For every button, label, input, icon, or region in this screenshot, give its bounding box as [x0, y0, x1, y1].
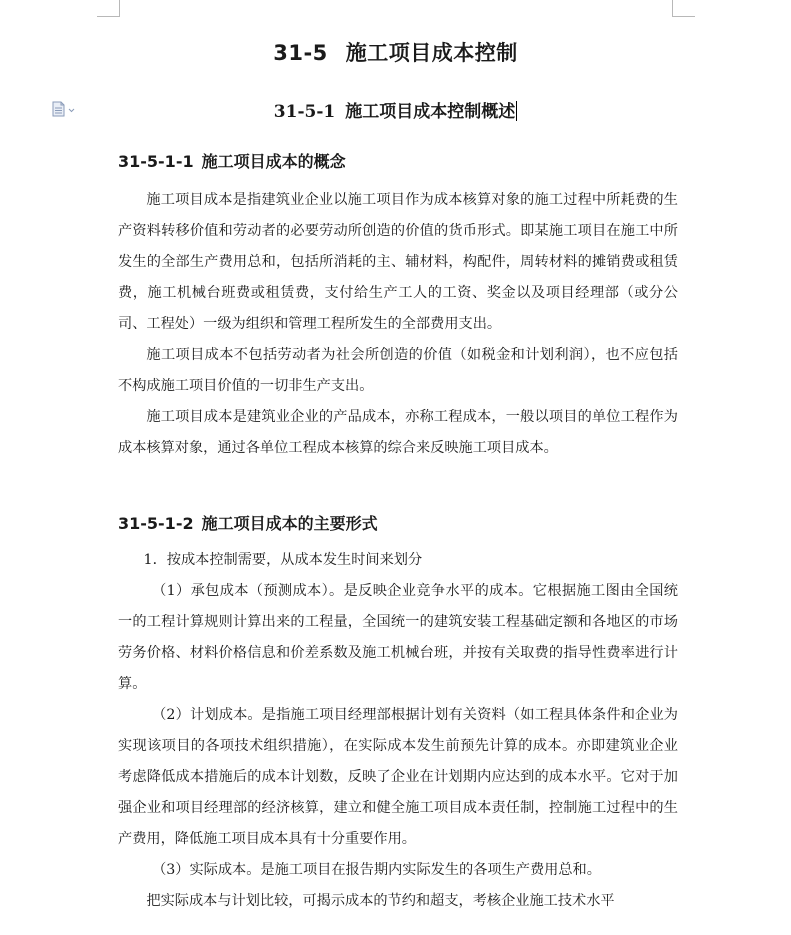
- section-body-forms: [118, 545, 678, 917]
- section-subtitle: [0, 97, 791, 122]
- list-subitem: （2）计划成本。是指施工项目经理部根据计划有关资料（如工程具体条件和企业为实现该项目的各项技术组织措施），在实际成本发生前预先计算的成本。亦即建筑业企业考虑降低成本措施后的成本计划数，反映了企业在计划期内应达到的成本水平。它对于加强企业和项目经理部的经济核算，建立和健全施工项目成本责任制，控制施工过程中的生产费用，降低施工项目成本具有十分重要作用。: [118, 707, 678, 847]
- section-heading-text: 施工项目成本的主要形式: [201, 514, 378, 533]
- paragraph: 施工项目成本是指建筑业企业以施工项目作为成本核算对象的施工过程中所耗费的生产资料转移价值和劳动者的必要劳动所创造的价值的货币形式。即某施工项目在施工中所发生的全部生产费用总和，包括所消耗的主、辅材料，构配件，周转材料的摊销费或租赁费，施工机械台班费或租赁费，支付给生产工人的工资、奖金以及项目经理部（或分公司、工程处）一级为组织和管理工程所发生的全部费用支出。: [118, 192, 678, 332]
- title-text: 施工项目成本控制: [345, 41, 518, 65]
- list-subitem: （3）实际成本。是施工项目在报告期内实际发生的各项生产费用总和。: [152, 862, 601, 878]
- subtitle-text: 施工项目成本控制概述: [345, 102, 516, 122]
- list-item: 1．按成本控制需要，从成本发生时间来划分: [143, 552, 423, 568]
- section-heading-concept: [118, 149, 346, 172]
- section-heading-text: 施工项目成本的概念: [201, 152, 346, 171]
- list-subitem: （1）承包成本（预测成本）。是反映企业竞争水平的成本。它根据施工图由全国统一的工程计算规则计算出来的工程量，全国统一的建筑安装工程基础定额和各地区的市场劳务价格、材料价格信息和价差系数及施工机械台班，并按有关取费的指导性费率进行计算。: [118, 583, 678, 692]
- paragraph: 把实际成本与计划比较，可揭示成本的节约和超支，考核企业施工技术水平: [146, 893, 615, 909]
- section-number: 31-5-1-2: [118, 514, 194, 533]
- text-cursor: [516, 101, 517, 121]
- section-number: 31-5-1-1: [118, 152, 194, 171]
- title-number: 31-5: [273, 41, 328, 65]
- page-corner-mark-top-left: [97, 0, 120, 17]
- section-body-concept: [118, 185, 678, 464]
- page-title: [0, 37, 791, 67]
- paragraph: 施工项目成本不包括劳动者为社会所创造的价值（如税金和计划利润），也不应包括不构成施工项目价值的一切非生产支出。: [118, 347, 678, 394]
- section-heading-forms: [118, 511, 378, 534]
- paragraph: 施工项目成本是建筑业企业的产品成本，亦称工程成本，一般以项目的单位工程作为成本核算对象，通过各单位工程成本核算的综合来反映施工项目成本。: [118, 409, 678, 456]
- page-corner-mark-top-right: [672, 0, 695, 17]
- subtitle-number: 31-5-1: [273, 102, 336, 122]
